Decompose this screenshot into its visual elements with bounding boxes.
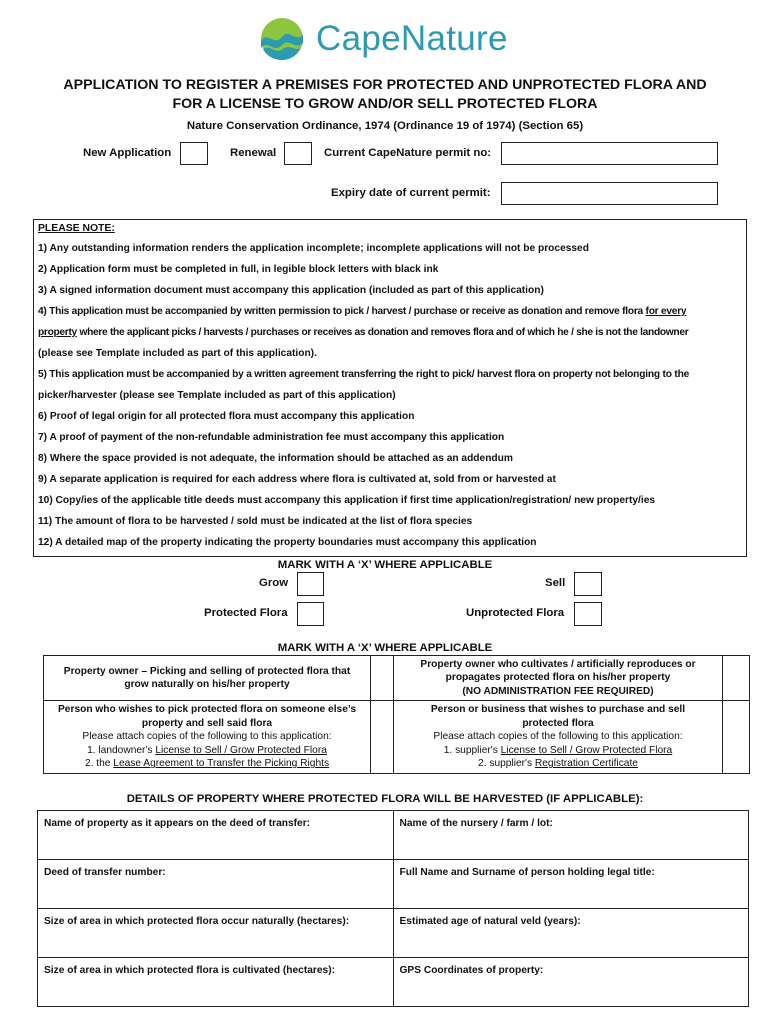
protected-flora-label: Protected Flora [204, 607, 288, 619]
picker-attach-note: Please attach copies of the following to this application: [82, 731, 332, 743]
sell-label: Sell [545, 577, 566, 589]
renewal-checkbox[interactable] [284, 142, 312, 165]
form-title [20, 76, 750, 114]
cultivator-line3: (NO ADMINISTRATION FEE REQUIRED) [462, 685, 654, 697]
buyer-item-2 [398, 757, 718, 771]
grow-label: Grow [259, 577, 289, 589]
sell-checkbox[interactable] [574, 572, 602, 596]
mark-heading-2: MARK WITH A ‘X’ WHERE APPLICABLE [277, 642, 493, 654]
form-title-line1: APPLICATION TO REGISTER A PREMISES FOR PROTECTED AND UNPROTECTED FLORA AND [63, 77, 707, 93]
details-row [38, 958, 749, 1007]
buyer-line2: protected flora [522, 717, 594, 729]
capenature-leaf-logo-icon [258, 17, 306, 61]
picker-item-2-doc: Lease Agreement to Transfer the Picking Rights [113, 758, 330, 770]
picker-line2: property and sell said flora [141, 717, 273, 729]
note-8: 8) Where the space provided is not adequate, the information should be attached as an addendum [38, 453, 513, 464]
owner-picking-checkbox[interactable] [371, 656, 394, 701]
applicant-type-row [44, 656, 750, 701]
buyer-attach-note: Please attach copies of the following to this application: [433, 731, 683, 743]
expiry-date-field[interactable] [501, 182, 718, 205]
note-10: 10) Copy/ies of the applicable title deeds must accompany this application if first time application/registration/ new property/ies [38, 495, 656, 506]
buyer-option [394, 701, 723, 774]
picker-line1: Person who wishes to pick protected flora on someone else’s [58, 704, 356, 716]
natural-area-field[interactable]: Size of area in which protected flora occur naturally (hectares): [38, 909, 394, 958]
picker-item-2-prefix: 2. the [84, 758, 114, 770]
please-note-box [33, 219, 747, 557]
buyer-item-2-prefix: 2. supplier's [478, 758, 535, 770]
note-5-line1: 5) This application must be accompanied by a written agreement transferring the right to pick/ harvest flora on property not belonging to the [38, 369, 690, 380]
note-1: 1) Any outstanding information renders the application incomplete; incomplete applications will not be processed [38, 243, 589, 254]
cultivator-line2: propagates protected flora on his/her property [445, 672, 671, 684]
picker-item-1-doc: License to Sell / Grow Protected Flora [155, 744, 327, 756]
new-application-label: New Application [83, 147, 172, 159]
note-4-text-a: 4) This application must be accompanied by written permission to pick / harvest / purchase or receive as donation and remove flora [38, 306, 646, 317]
unprotected-flora-label: Unprotected Flora [466, 607, 565, 619]
new-application-checkbox[interactable] [180, 142, 208, 165]
picker-item-1 [48, 744, 366, 758]
picker-item-2 [48, 757, 366, 771]
picker-checkbox[interactable] [371, 701, 394, 774]
permit-no-field[interactable] [501, 142, 718, 165]
details-row [38, 860, 749, 909]
property-name-field[interactable]: Name of property as it appears on the deed of transfer: [38, 811, 394, 860]
property-details-table [37, 810, 749, 1007]
note-4-line1 [38, 306, 744, 317]
cultivated-area-field[interactable]: Size of area in which protected flora is cultivated (hectares): [38, 958, 394, 1007]
picker-item-1-prefix: 1. landowner's [87, 744, 156, 756]
form-subtitle: Nature Conservation Ordinance, 1974 (Ordinance 19 of 1974) (Section 65) [186, 120, 584, 132]
note-3: 3) A signed information document must accompany this application (included as part of this application) [38, 285, 544, 296]
permit-no-label: Current CapeNature permit no: [324, 147, 492, 159]
note-12: 12) A detailed map of the property indicating the property boundaries must accompany this application [38, 537, 537, 548]
cultivator-checkbox[interactable] [723, 656, 750, 701]
note-6: 6) Proof of legal origin for all protected flora must accompany this application [38, 411, 415, 422]
nursery-name-field[interactable]: Name of the nursery / farm / lot: [393, 811, 749, 860]
note-4-emphasis-b: property [38, 327, 77, 338]
brand-name: CapeNature [316, 19, 508, 58]
buyer-checkbox[interactable] [723, 701, 750, 774]
note-9: 9) A separate application is required for each address where flora is cultivated at, sold from or harvested at [38, 474, 556, 485]
details-row [38, 909, 749, 958]
expiry-date-label: Expiry date of current permit: [331, 187, 491, 199]
unprotected-flora-checkbox[interactable] [574, 602, 602, 626]
buyer-item-1-doc: License to Sell / Grow Protected Flora [500, 744, 673, 756]
buyer-line1: Person or business that wishes to purchase and sell [430, 704, 686, 716]
protected-flora-checkbox[interactable] [297, 602, 324, 626]
please-note-heading: PLEASE NOTE: [38, 223, 115, 234]
note-4-emphasis-a: for every [645, 306, 687, 317]
renewal-label: Renewal [230, 147, 277, 159]
cultivator-line1: Property owner who cultivates / artificially reproduces or [420, 658, 696, 670]
grow-checkbox[interactable] [297, 572, 324, 596]
note-4-line3: (please see Template included as part of this application). [38, 348, 317, 359]
owner-picking-line2: grow naturally on his/her property [124, 679, 290, 690]
note-11: 11) The amount of flora to be harvested / sold must be indicated at the list of flora species [38, 516, 473, 527]
buyer-item-1 [398, 744, 718, 758]
veld-age-field[interactable]: Estimated age of natural veld (years): [393, 909, 749, 958]
owner-picking-option [44, 656, 371, 701]
owner-picking-line1: Property owner – Picking and selling of protected flora that [63, 665, 351, 677]
mark-heading-1: MARK WITH A ‘X’ WHERE APPLICABLE [277, 559, 493, 571]
note-2: 2) Application form must be completed in full, in legible block letters with black ink [38, 264, 439, 275]
deed-number-field[interactable]: Deed of transfer number: [38, 860, 394, 909]
note-5-line2: picker/harvester (please see Template included as part of this application) [38, 390, 396, 401]
capenature-logo [258, 14, 508, 64]
details-row [38, 811, 749, 860]
applicant-type-table [43, 655, 750, 774]
picker-option [44, 701, 371, 774]
form-title-line2: FOR A LICENSE TO GROW AND/OR SELL PROTECTED FLORA [172, 96, 598, 112]
property-details-heading: DETAILS OF PROPERTY WHERE PROTECTED FLORA WILL BE HARVESTED (IF APPLICABLE): [126, 793, 644, 805]
buyer-item-2-doc: Registration Certificate [534, 758, 638, 770]
gps-field[interactable]: GPS Coordinates of property: [393, 958, 749, 1007]
note-7: 7) A proof of payment of the non-refundable administration fee must accompany this application [38, 432, 505, 443]
applicant-type-row [44, 701, 750, 774]
title-holder-field[interactable]: Full Name and Surname of person holding legal title: [393, 860, 749, 909]
note-4-line2 [38, 327, 744, 338]
buyer-item-1-prefix: 1. supplier's [443, 744, 501, 756]
note-4-text-b: where the applicant picks / harvests / purchases or receives as donation and removes flora and of which he / she is not the landowner [76, 327, 689, 338]
cultivator-option [394, 656, 723, 701]
